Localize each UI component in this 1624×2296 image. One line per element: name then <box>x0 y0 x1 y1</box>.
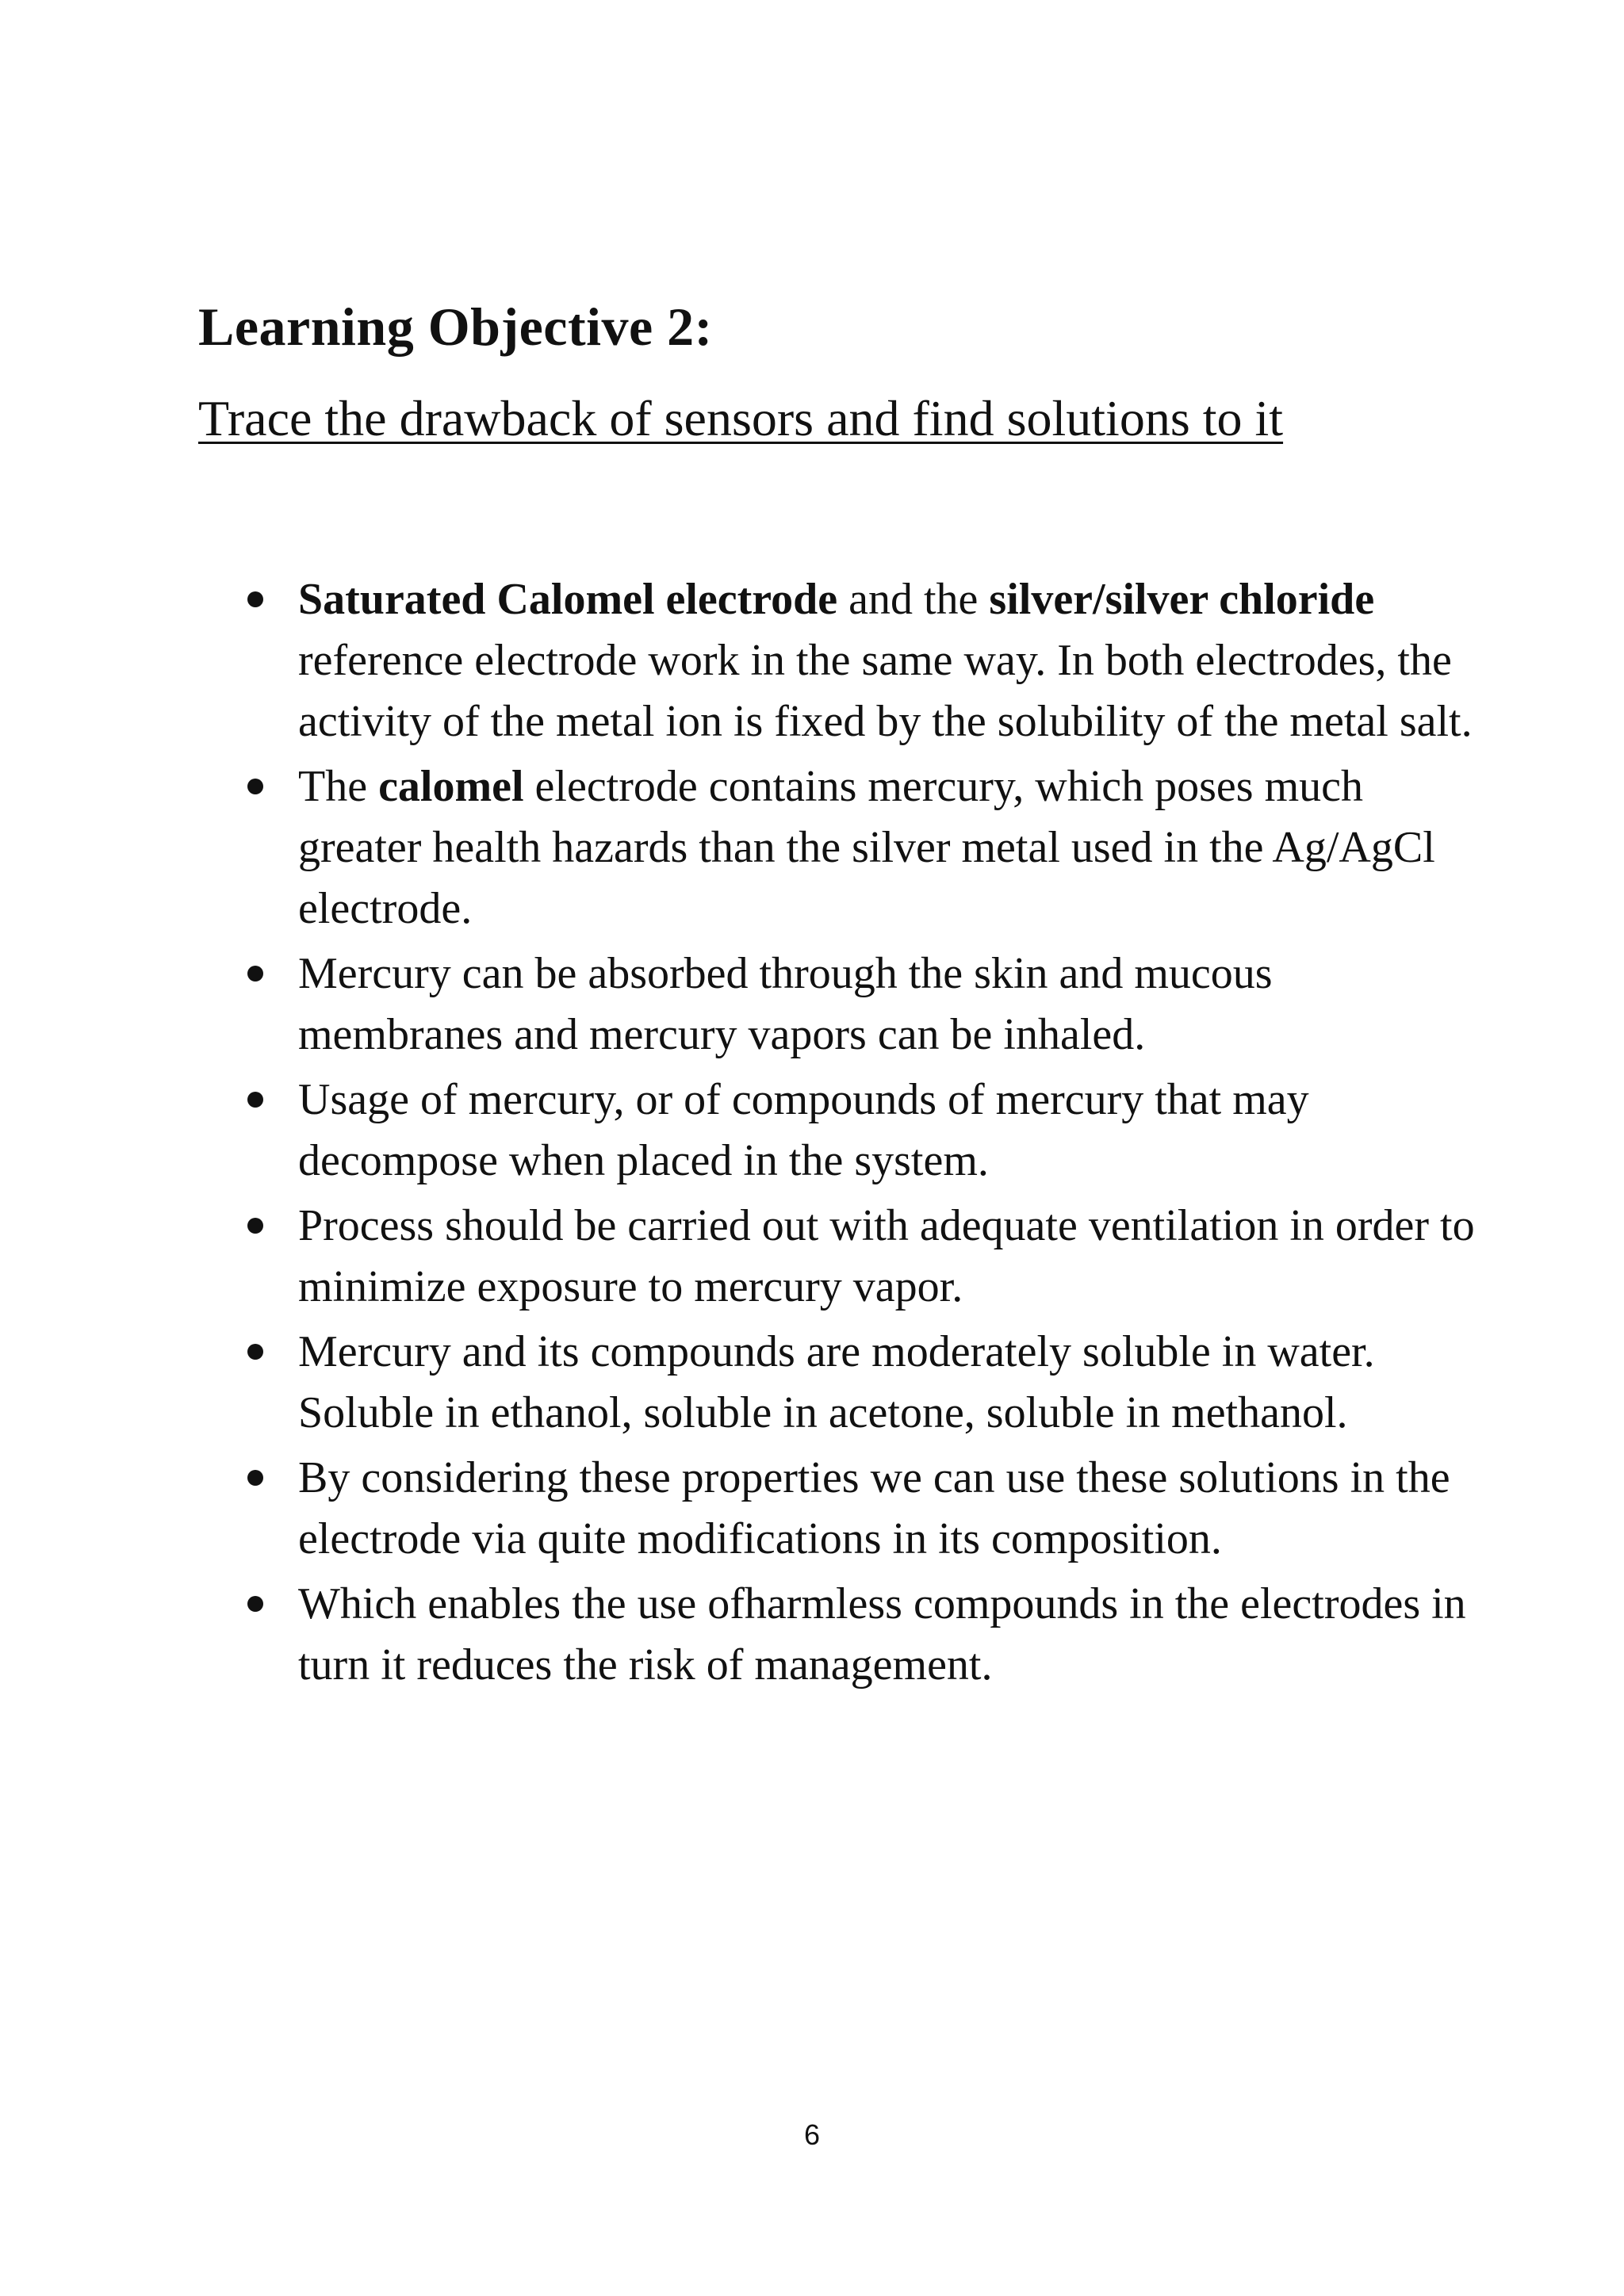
section-subheading: Trace the drawback of sensors and find solutions to it <box>198 390 1284 446</box>
bold-term: calomel <box>378 762 524 811</box>
list-item-text: By considering these properties we can use these solutions in the electrode via quite modifications in its composition. <box>298 1453 1450 1563</box>
list-item <box>238 943 1475 1066</box>
bullet-dot-icon <box>247 1470 263 1486</box>
list-item <box>238 1070 1475 1192</box>
bullet-list <box>238 569 1475 1700</box>
bullet-dot-icon <box>247 591 263 607</box>
text-run: and the <box>837 575 990 624</box>
bullet-dot-icon <box>247 1218 263 1234</box>
section-heading: Learning Objective 2: <box>198 297 713 357</box>
list-item <box>238 1196 1475 1318</box>
list-item <box>238 1322 1475 1444</box>
list-item <box>238 1574 1475 1696</box>
bold-term: silver/silver chloride <box>989 575 1375 624</box>
list-item-text <box>298 762 1435 933</box>
bullet-dot-icon <box>247 1596 263 1612</box>
list-item <box>238 756 1475 939</box>
bullet-dot-icon <box>247 1092 263 1108</box>
bold-term: Saturated Calomel electrode <box>298 575 838 624</box>
list-item-text: Mercury and its compounds are moderately soluble in water. Soluble in ethanol, soluble in acetone, soluble in methanol. <box>298 1327 1375 1437</box>
list-item-text: Which enables the use ofharmless compounds in the electrodes in turn it reduces the risk of management. <box>298 1579 1466 1689</box>
text-run: electrode contains mercury, which poses much greater health hazards than the silver metal used in the Ag/AgCl electrode. <box>298 762 1435 933</box>
list-item-text <box>298 575 1473 746</box>
text-run: reference electrode work in the same way. In both electrodes, the activity of the metal ion is fixed by the solubility of the metal salt. <box>298 636 1473 746</box>
list-item <box>238 1448 1475 1570</box>
list-item <box>238 569 1475 752</box>
list-item-text: Mercury can be absorbed through the skin and mucous membranes and mercury vapors can be inhaled. <box>298 949 1273 1059</box>
text-run: The <box>298 762 379 811</box>
bullet-dot-icon <box>247 1344 263 1360</box>
bullet-dot-icon <box>247 966 263 982</box>
page-number: 6 <box>803 2118 821 2151</box>
list-item-text: Usage of mercury, or of compounds of mercury that may decompose when placed in the system. <box>298 1075 1309 1185</box>
bullet-dot-icon <box>247 779 263 794</box>
list-item-text: Process should be carried out with adequate ventilation in order to minimize exposure to mercury vapor. <box>298 1201 1475 1311</box>
